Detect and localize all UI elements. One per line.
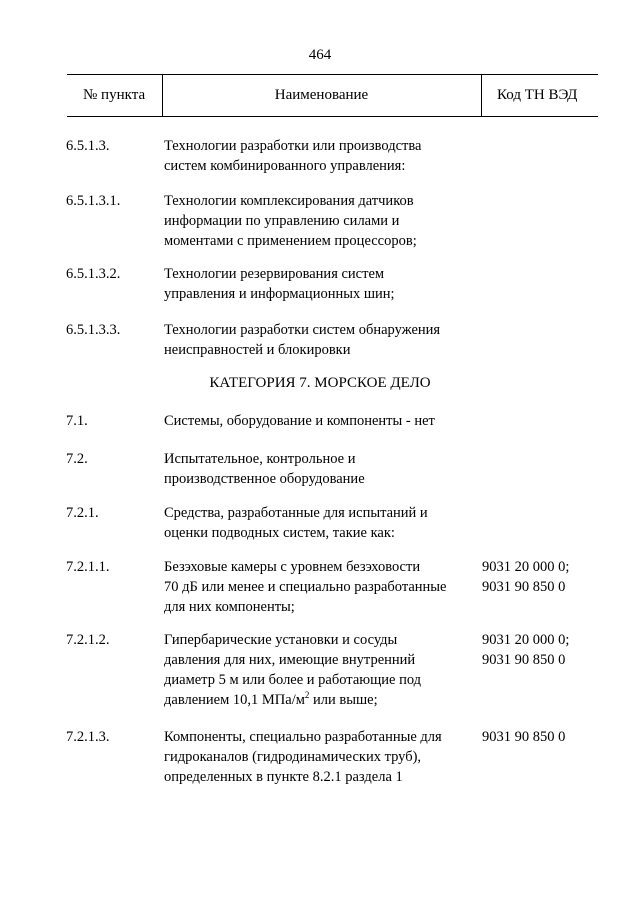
category-heading: КАТЕГОРИЯ 7. МОРСКОЕ ДЕЛО (209, 375, 431, 391)
item-name: Системы, оборудование и компоненты - нет (164, 413, 435, 429)
item-name: Технологии разработки систем обнаружения неисправностей и блокировки (164, 322, 441, 358)
item-number: 7.2.1. (66, 505, 99, 521)
page-number: 464 (308, 47, 332, 63)
item-number: 6.5.1.3.2. (66, 266, 121, 282)
item-code: 9031 90 850 0 (482, 729, 566, 745)
item-number: 7.1. (66, 413, 88, 429)
item-number: 7.2.1.2. (66, 632, 110, 648)
column-header-name: Наименование (274, 87, 369, 103)
header-divider-right (481, 74, 482, 116)
item-name: Гипербарические установки и сосуды давления для них, имеющие внутренний диаметр 5 м или более и работающие под давлением 10,1 МПа/$м^2$ или выше; (164, 632, 422, 708)
item-name: Компоненты, специально разработанные для гидроканалов (гидродинамических труб), определенных в пункте 8.2.1 раздела 1 (164, 729, 442, 785)
header-bottom-rule (67, 116, 598, 117)
item-number: 7.2.1.3. (66, 729, 110, 745)
item-name: Испытательное, контрольное и производственное оборудование (164, 451, 365, 487)
item-name: Безэховые камеры с уровнем безэховости 70 дБ или менее и специально разработанные для них компоненты; (164, 559, 447, 615)
item-number: 7.2. (66, 451, 88, 467)
item-number: 7.2.1.1. (66, 559, 110, 575)
column-header-code: Код ТН ВЭД (497, 87, 578, 103)
item-number: 6.5.1.3.1. (66, 193, 121, 209)
item-code: 9031 20 000 0; 9031 90 850 0 (482, 632, 570, 668)
header-top-rule (67, 74, 598, 75)
item-name: Средства, разработанные для испытаний и оценки подводных систем, такие как: (164, 505, 428, 541)
item-name: Технологии разработки или производства систем комбинированного управления: (164, 138, 422, 174)
item-name: Технологии резервирования систем управления и информационных шин; (164, 266, 395, 302)
item-number: 6.5.1.3.3. (66, 322, 121, 338)
item-name: Технологии комплексирования датчиков информации по управлению силами и моментами с применением процессоров; (164, 193, 417, 249)
item-number: 6.5.1.3. (66, 138, 110, 154)
item-code: 9031 20 000 0; 9031 90 850 0 (482, 559, 570, 595)
column-header-number: № пункта (83, 87, 146, 103)
